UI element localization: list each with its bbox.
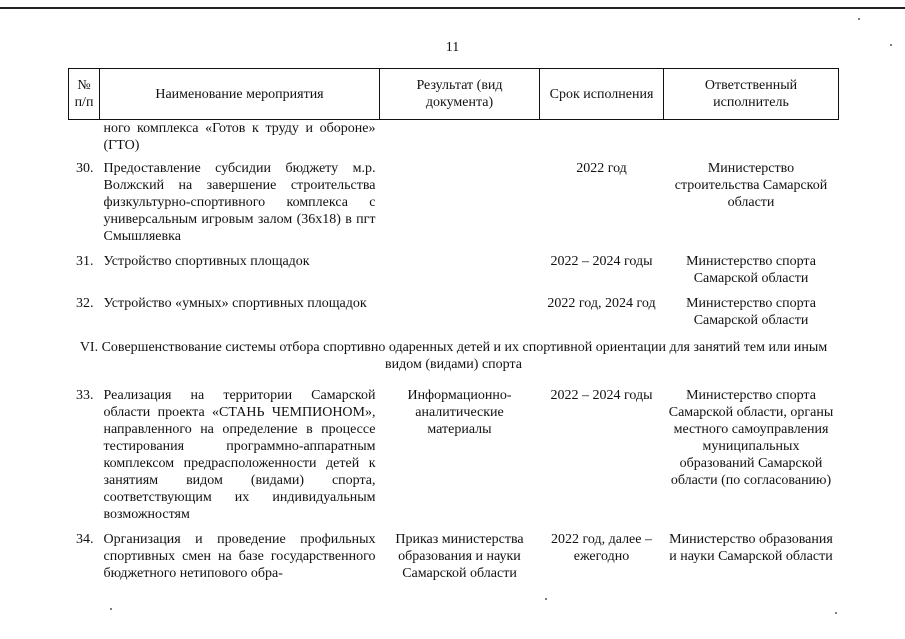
row-result — [380, 253, 540, 287]
row-name: Устройство «умных» спортивных площадок — [103, 296, 367, 311]
row-term: 2022 год — [576, 161, 627, 176]
row-num: 32. — [76, 296, 94, 311]
header-num: № п/п — [69, 69, 100, 120]
row-name: Реализация на территории Самарской области проекта «СТАНЬ ЧЕМПИОНОМ», направленного на определение в процессе тестирования программно-аппаратным комплексом предрасположенности детей к занятиям видом (видами) спорта, соответствующим их индивидуальным возможностям — [103, 388, 376, 522]
row-name: Организация и проведение профильных спортивных смен на базе государственного бюджетного нетипового обра- — [103, 532, 376, 581]
row-term: 2022 год, 2024 год — [547, 296, 656, 311]
scan-speck — [110, 608, 112, 610]
continuation-row — [69, 120, 839, 161]
scan-top-edge — [0, 0, 905, 9]
header-responsible: Ответственный исполнитель — [664, 69, 839, 120]
row-num: 30. — [76, 161, 94, 176]
row-responsible: Министерство спорта Самарской области, органы местного самоуправления муниципальных образований Самарской области (по согласованию) — [668, 388, 834, 488]
row-name: Предоставление субсидии бюджету м.р. Волжский на завершение строительства физкультурно-спортивного комплекса с универсальным игровым залом (36х18) в пгт Смышляевка — [103, 161, 376, 244]
row-term: 2022 год, далее – ежегодно — [551, 532, 652, 564]
row-result: Приказ министерства образования и науки Самарской области — [395, 532, 524, 581]
row-num: 34. — [76, 532, 94, 547]
row-term: 2022 – 2024 годы — [550, 388, 653, 403]
page-number: 11 — [445, 40, 460, 55]
row-num: 33. — [76, 388, 94, 403]
row-term: 2022 – 2024 годы — [550, 254, 653, 269]
row-result — [380, 160, 540, 245]
section-heading-row — [69, 329, 839, 387]
scan-speck — [890, 44, 892, 46]
row-responsible: Министерство строительства Самарской области — [674, 161, 828, 210]
scan-speck — [835, 612, 837, 614]
row-num: 31. — [76, 254, 94, 269]
activities-table — [68, 68, 839, 582]
table-row — [69, 295, 839, 329]
table-row — [69, 160, 839, 245]
table-header-row — [69, 69, 839, 120]
scan-speck — [545, 598, 547, 600]
row-result — [380, 295, 540, 329]
table-row — [69, 531, 839, 582]
header-term: Срок исполнения — [540, 69, 664, 120]
section-heading: VI. Совершенствование системы отбора спортивно одаренных детей и их спортивной ориентации для занятий тем или иным видом (видами) спорта — [79, 340, 828, 372]
header-name: Наименование мероприятия — [100, 69, 380, 120]
table-row — [69, 253, 839, 287]
row-result: Информационно-аналитические материалы — [407, 388, 512, 437]
continuation-text: ного комплекса «Готов к труду и обороне» (ГТО) — [103, 121, 376, 153]
row-responsible: Министерство спорта Самарской области — [686, 296, 816, 328]
table-row — [69, 387, 839, 523]
scan-speck — [858, 18, 860, 20]
row-responsible: Министерство спорта Самарской области — [686, 254, 816, 286]
row-name: Устройство спортивных площадок — [103, 254, 310, 269]
row-responsible: Министерство образования и науки Самарской области — [669, 532, 833, 564]
header-result: Результат (вид документа) — [380, 69, 540, 120]
